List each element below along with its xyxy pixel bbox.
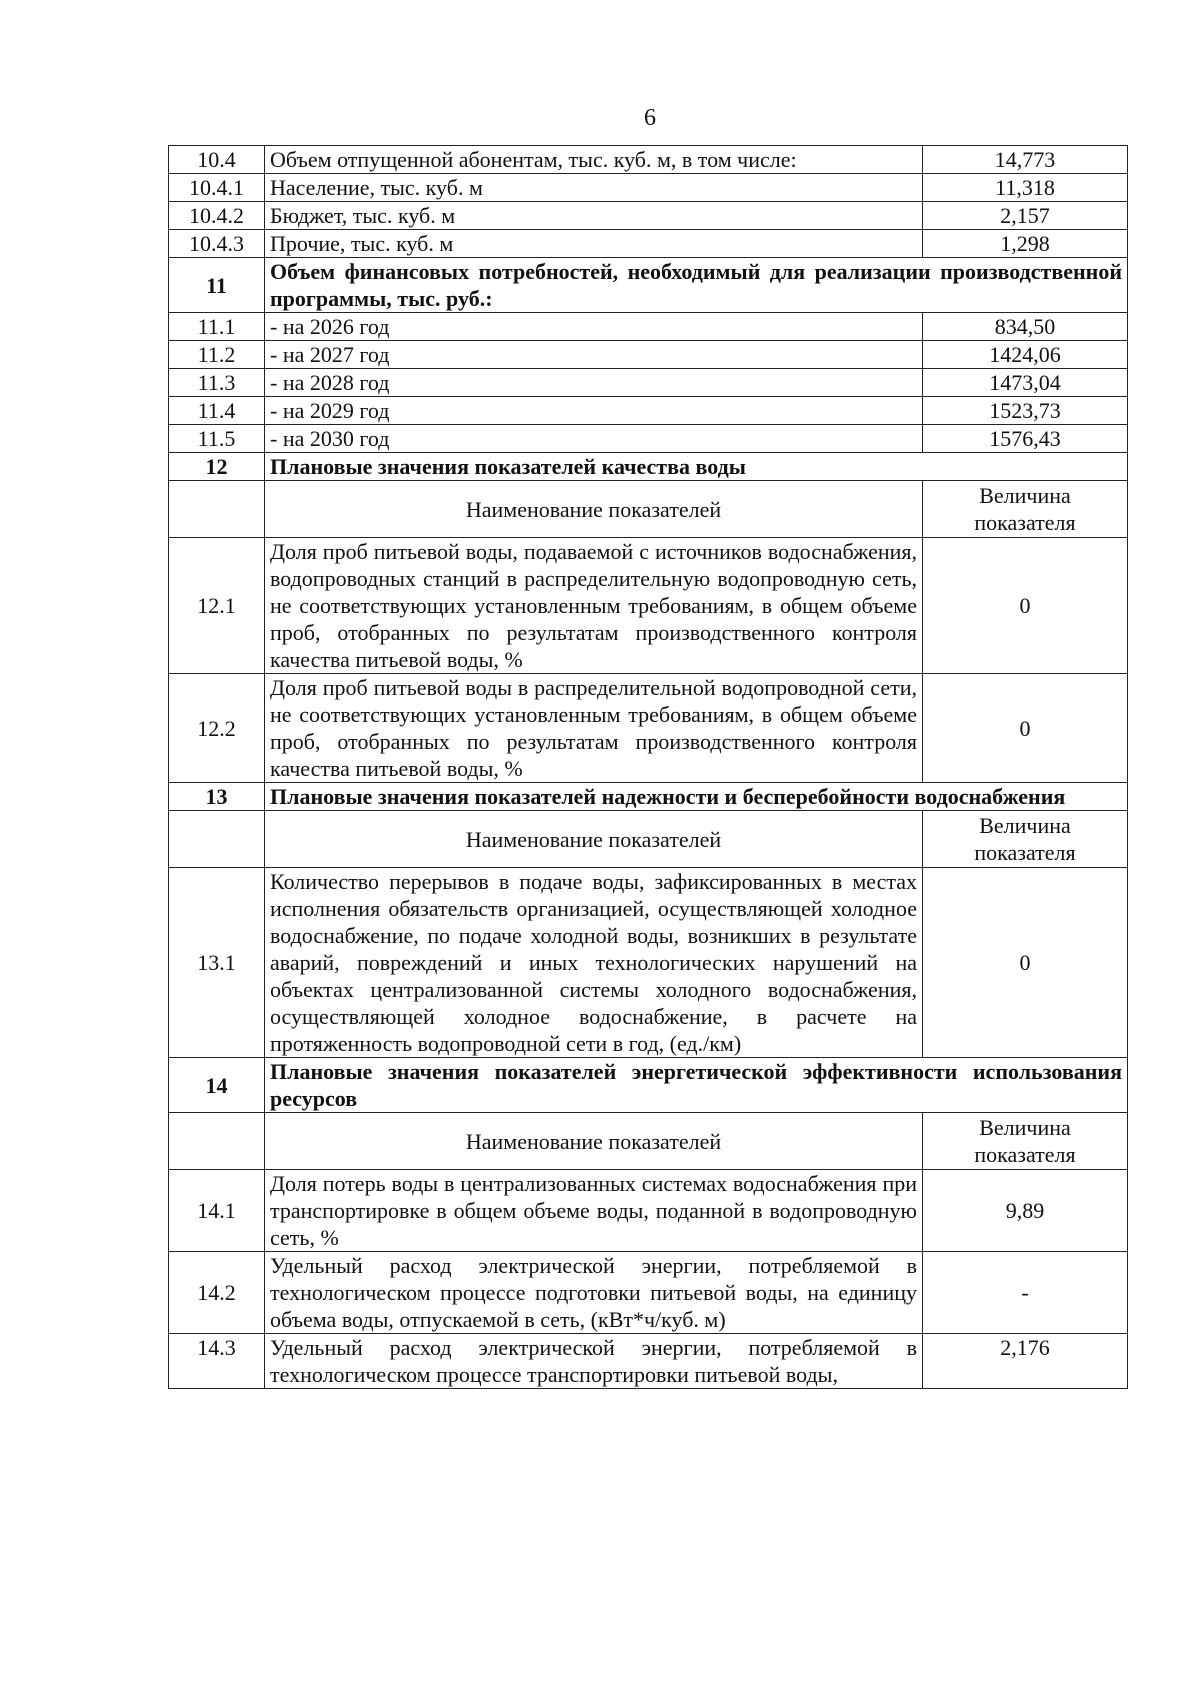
table-row	[169, 1334, 1128, 1389]
row-value: -	[923, 1252, 1128, 1334]
empty-cell	[169, 481, 265, 538]
row-text: Удельный расход электрической энергии, потребляемой в технологическом процессе транспортировки питьевой воды,	[265, 1334, 923, 1389]
section-title: Плановые значения показателей качества воды	[265, 453, 1128, 481]
page-number: 6	[644, 105, 656, 131]
row-value: 1523,73	[923, 397, 1128, 425]
row-value: 834,50	[923, 313, 1128, 341]
row-text: Доля проб питьевой воды в распределительной водопроводной сети, не соответствующих установленным требованиям, в общем объеме проб, отобранных по результатам производственного контроля качества питьевой воды, %	[265, 674, 923, 783]
table-row	[169, 174, 1128, 202]
section-title: Плановые значения показателей надежности и бесперебойности водоснабжения	[265, 783, 1128, 811]
row-number: 10.4.1	[169, 174, 265, 202]
row-value: 2,176	[923, 1334, 1128, 1389]
table-row	[169, 341, 1128, 369]
row-text: Доля потерь воды в централизованных системах водоснабжения при транспортировке в общем объеме воды, поданной в водопроводную сеть, %	[265, 1170, 923, 1252]
table-row	[169, 369, 1128, 397]
row-value: 2,157	[923, 202, 1128, 230]
section-header-row	[169, 453, 1128, 481]
row-number: 12.2	[169, 674, 265, 783]
row-value: 14,773	[923, 146, 1128, 174]
row-text: Объем отпущенной абонентам, тыс. куб. м, в том числе:	[265, 146, 923, 174]
row-number: 14.3	[169, 1334, 265, 1389]
table-row	[169, 425, 1128, 453]
row-value: 1576,43	[923, 425, 1128, 453]
column-header-name: Наименование показателей	[265, 811, 923, 868]
row-text: Доля проб питьевой воды, подаваемой с источников водоснабжения, водопроводных станций в распределительную водопроводную сеть, не соответствующих установленным требованиям, в общем объеме проб, отобранных по результатам производственного контроля качества питьевой воды, %	[265, 538, 923, 674]
column-header-row	[169, 1113, 1128, 1170]
row-value: 0	[923, 868, 1128, 1058]
table-row	[169, 538, 1128, 674]
row-text: Бюджет, тыс. куб. м	[265, 202, 923, 230]
row-text: Удельный расход электрической энергии, потребляемой в технологическом процессе подготовки питьевой воды, на единицу объема воды, отпускаемой в сеть, (кВт*ч/куб. м)	[265, 1252, 923, 1334]
column-header-value: Величина показателя	[923, 1113, 1128, 1170]
row-value: 0	[923, 538, 1128, 674]
row-text: Количество перерывов в подаче воды, зафиксированных в местах исполнения обязательств организацией, осуществляющей холодное водоснабжение, по подаче холодной воды, возникших в результате аварий, повреждений и иных технологических нарушений на объектах централизованной системы холодного водоснабжения, осуществляющей холодное водоснабжение, в расчете на протяженность водопроводной сети в год, (ед./км)	[265, 868, 923, 1058]
row-number: 10.4	[169, 146, 265, 174]
table-row	[169, 146, 1128, 174]
indicators-table	[168, 145, 1128, 1389]
row-text: - на 2027 год	[265, 341, 923, 369]
table-row	[169, 313, 1128, 341]
column-header-value: Величина показателя	[923, 811, 1128, 868]
row-text: - на 2026 год	[265, 313, 923, 341]
column-header-row	[169, 481, 1128, 538]
row-text: - на 2030 год	[265, 425, 923, 453]
table-row	[169, 202, 1128, 230]
row-text: - на 2028 год	[265, 369, 923, 397]
row-value: 1473,04	[923, 369, 1128, 397]
row-value: 0	[923, 674, 1128, 783]
row-number: 12.1	[169, 538, 265, 674]
row-number: 10.4.2	[169, 202, 265, 230]
table-row	[169, 230, 1128, 258]
section-title: Плановые значения показателей энергетической эффективности использования ресурсов	[265, 1058, 1128, 1113]
row-text: Прочие, тыс. куб. м	[265, 230, 923, 258]
row-text: - на 2029 год	[265, 397, 923, 425]
row-value: 1424,06	[923, 341, 1128, 369]
row-value: 1,298	[923, 230, 1128, 258]
section-header-row	[169, 783, 1128, 811]
empty-cell	[169, 1113, 265, 1170]
row-number: 11.1	[169, 313, 265, 341]
row-number: 14.1	[169, 1170, 265, 1252]
column-header-name: Наименование показателей	[265, 1113, 923, 1170]
row-value: 11,318	[923, 174, 1128, 202]
row-number: 11.4	[169, 397, 265, 425]
section-number: 13	[169, 783, 265, 811]
column-header-value: Величина показателя	[923, 481, 1128, 538]
table-row	[169, 1170, 1128, 1252]
section-number: 14	[169, 1058, 265, 1113]
column-header-row	[169, 811, 1128, 868]
table-row	[169, 674, 1128, 783]
section-number: 11	[169, 258, 265, 313]
section-header-row	[169, 1058, 1128, 1113]
row-number: 11.3	[169, 369, 265, 397]
row-number: 13.1	[169, 868, 265, 1058]
row-number: 10.4.3	[169, 230, 265, 258]
table-row	[169, 868, 1128, 1058]
section-title: Объем финансовых потребностей, необходимый для реализации производственной программы, тыс. руб.:	[265, 258, 1128, 313]
table-row	[169, 1252, 1128, 1334]
row-text: Население, тыс. куб. м	[265, 174, 923, 202]
empty-cell	[169, 811, 265, 868]
column-header-name: Наименование показателей	[265, 481, 923, 538]
table-row	[169, 397, 1128, 425]
section-header-row	[169, 258, 1128, 313]
row-value: 9,89	[923, 1170, 1128, 1252]
row-number: 11.2	[169, 341, 265, 369]
row-number: 11.5	[169, 425, 265, 453]
row-number: 14.2	[169, 1252, 265, 1334]
section-number: 12	[169, 453, 265, 481]
